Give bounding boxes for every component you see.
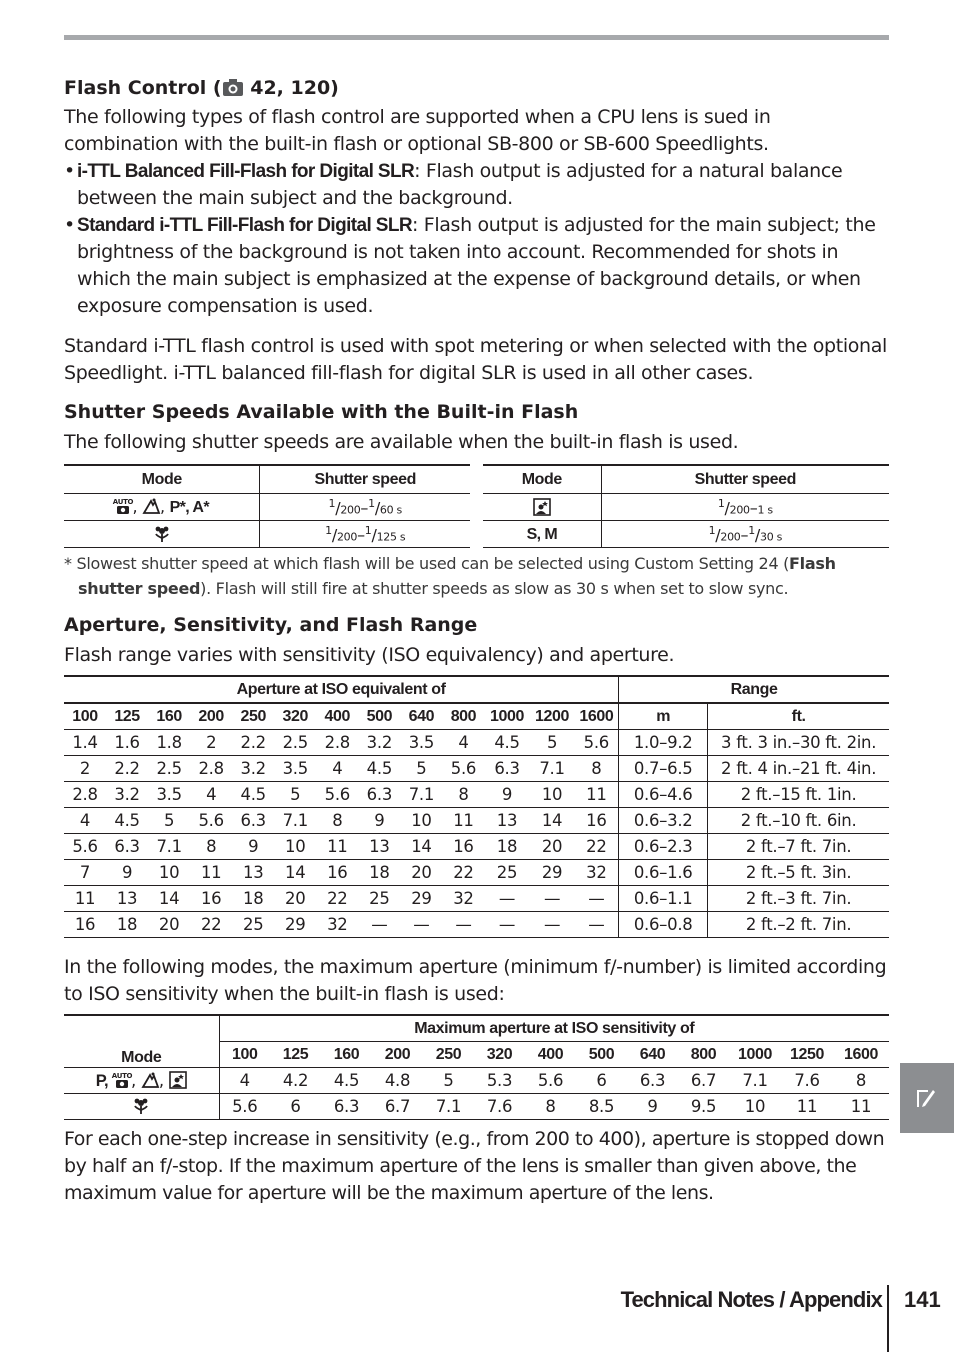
aperture-cell: 18	[484, 834, 529, 860]
top-rule	[64, 35, 889, 40]
speed-denom: 60 s	[379, 503, 402, 517]
iso-header: 500	[358, 703, 400, 730]
table-row	[64, 912, 889, 938]
iso-header: 320	[274, 703, 316, 730]
bullet-standard-term: Standard i-TTL Fill-Flash for Digital SLR	[77, 215, 412, 236]
speed-cell: $^1$/200–$^1$/60 s	[260, 494, 470, 521]
aperture-cell: 10	[729, 1094, 781, 1120]
aperture-cell: 4	[219, 1068, 270, 1094]
flash-range-table	[64, 675, 889, 938]
aperture-cell: —	[442, 912, 484, 938]
speed-denom: 1 s	[757, 503, 773, 517]
aperture-cell: 2.8	[64, 782, 106, 808]
aperture-cell: 2	[64, 756, 106, 782]
speed-denom: 200	[336, 530, 358, 544]
mode-cell	[64, 1094, 219, 1120]
aperture-cell: 4.2	[270, 1068, 321, 1094]
range-m-cell: 0.6–1.6	[619, 860, 708, 886]
range-m-cell: 0.6–4.6	[619, 782, 708, 808]
iso-header: 100	[64, 703, 106, 730]
aperture-cell: 6.3	[106, 834, 148, 860]
range-ft-cell: 2 ft.–7 ft. 7in.	[708, 834, 889, 860]
iso-header: 200	[372, 1042, 423, 1068]
speed-denom: 30 s	[760, 530, 783, 544]
aperture-cell: 16	[575, 808, 619, 834]
aperture-cell: 11	[316, 834, 358, 860]
aperture-cell: 7	[64, 860, 106, 886]
footnote-pre: * Slowest shutter speed at which flash will be used can be selected using Custom Setting 24 (	[64, 554, 790, 573]
aperture-cell: 3.2	[232, 756, 274, 782]
aperture-cell: 6.3	[484, 756, 529, 782]
table-row	[64, 860, 889, 886]
range-m-cell: 0.6–0.8	[619, 912, 708, 938]
night-portrait-icon	[169, 1071, 187, 1089]
iso-header: 250	[232, 703, 274, 730]
aperture-cell: —	[575, 886, 619, 912]
aperture-cell: 14	[530, 808, 575, 834]
aperture-cell: —	[530, 886, 575, 912]
aperture-cell: 9	[106, 860, 148, 886]
aperture-cell: 16	[442, 834, 484, 860]
table-row	[64, 782, 889, 808]
mode-cell: AUTO , , P*, A*	[64, 494, 260, 521]
aperture-cell: 7.1	[530, 756, 575, 782]
iso-header: 400	[316, 703, 358, 730]
iso-header: 125	[106, 703, 148, 730]
table-row	[483, 494, 889, 521]
aperture-cell: 13	[232, 860, 274, 886]
aperture-cell: 11	[833, 1094, 889, 1120]
aperture-cell: 4.5	[484, 730, 529, 756]
page-refs: 42, 120)	[250, 77, 339, 99]
aperture-cell: 13	[106, 886, 148, 912]
standard-note: Standard i-TTL flash control is used with spot metering or when selected with the optional Speedlight. i-TTL balanced fill-flash for digital SLR is used in all other cases.	[64, 335, 887, 384]
aperture-cell: 29	[274, 912, 316, 938]
aperture-cell: 8	[442, 782, 484, 808]
iso-header: 160	[321, 1042, 372, 1068]
aperture-cell: 20	[400, 860, 442, 886]
bullet-balanced-text: : Flash output is adjusted for a natural balance between the main subject and the background.	[77, 160, 843, 209]
aperture-cell: 22	[442, 860, 484, 886]
col-shutter-speed: Shutter speed	[601, 465, 889, 494]
table-row	[64, 521, 470, 548]
aperture-cell: 18	[106, 912, 148, 938]
iso-header: 100	[219, 1042, 270, 1068]
mode-cell: P, AUTO , ,	[64, 1068, 219, 1094]
aperture-cell: —	[358, 912, 400, 938]
aperture-cell: 11	[64, 886, 106, 912]
aperture-cell: 1.4	[64, 730, 106, 756]
iso-header: 1600	[575, 703, 619, 730]
aperture-cell: 4.5	[321, 1068, 372, 1094]
aperture-cell: 25	[484, 860, 529, 886]
page-number: 141	[904, 1287, 941, 1312]
range-ft-cell: 2 ft.–3 ft. 7in.	[708, 886, 889, 912]
aperture-cell: 8	[833, 1068, 889, 1094]
aperture-cell: 7.1	[423, 1094, 474, 1120]
iso-header: 800	[678, 1042, 729, 1068]
group-range: Range	[619, 676, 889, 703]
landscape-icon	[141, 1071, 159, 1089]
aperture-cell: 5	[400, 756, 442, 782]
aperture-cell: 29	[400, 886, 442, 912]
aperture-cell: 7.1	[400, 782, 442, 808]
aperture-cell: 6.7	[372, 1094, 423, 1120]
aperture-cell: 18	[232, 886, 274, 912]
footer-section-title: Technical Notes / Appendix	[620, 1287, 882, 1312]
aperture-cell: 10	[274, 834, 316, 860]
aperture-cell: 1.8	[148, 730, 190, 756]
aperture-cell: 5.6	[442, 756, 484, 782]
aperture-cell: —	[575, 912, 619, 938]
range-ft-cell: 2 ft. 4 in.–21 ft. 4in.	[708, 756, 889, 782]
aperture-cell: 16	[316, 860, 358, 886]
aperture-cell: 5.6	[64, 834, 106, 860]
aperture-cell: 4	[190, 782, 232, 808]
aperture-cell: 6.3	[232, 808, 274, 834]
aperture-cell: 6	[270, 1094, 321, 1120]
aperture-cell: 11	[575, 782, 619, 808]
range-ft-cell: 2 ft.–5 ft. 3in.	[708, 860, 889, 886]
table-row	[64, 1094, 889, 1120]
aperture-cell: 8	[575, 756, 619, 782]
aperture-cell: 2.8	[316, 730, 358, 756]
auto-icon	[114, 497, 132, 515]
aperture-cell: —	[484, 912, 529, 938]
flash-control-heading	[64, 76, 889, 100]
mode-suffix: P*, A*	[169, 499, 209, 516]
aperture-cell: 22	[575, 834, 619, 860]
aperture-cell: 20	[274, 886, 316, 912]
range-intro: Flash range varies with sensitivity (ISO equivalency) and aperture.	[64, 644, 675, 666]
aperture-cell: 5	[148, 808, 190, 834]
footer-divider	[887, 1285, 889, 1352]
range-m-cell: 0.6–3.2	[619, 808, 708, 834]
col-shutter-speed: Shutter speed	[260, 465, 470, 494]
iso-header: 1000	[729, 1042, 781, 1068]
iso-header: 200	[190, 703, 232, 730]
aperture-cell: 32	[575, 860, 619, 886]
aperture-cell: 6.3	[321, 1094, 372, 1120]
aperture-cell: 2.8	[190, 756, 232, 782]
aperture-cell: 9	[484, 782, 529, 808]
aperture-cell: 10	[530, 782, 575, 808]
aperture-cell: 13	[484, 808, 529, 834]
aperture-cell: 2.5	[148, 756, 190, 782]
aperture-cell: 5.6	[575, 730, 619, 756]
aperture-cell: 2.5	[274, 730, 316, 756]
speed-denom: 200	[720, 530, 741, 544]
range-m-cell: 0.7–6.5	[619, 756, 708, 782]
table-row	[64, 834, 889, 860]
aperture-cell: 8.5	[576, 1094, 627, 1120]
speed-denom: 125 s	[376, 530, 406, 544]
max-aperture-intro: In the following modes, the maximum aperture (minimum f/-number) is limited according to ISO sensitivity when the built-in flash is used:	[64, 956, 887, 1005]
svg-text:AUTO: AUTO	[111, 1071, 133, 1080]
aperture-cell: 16	[190, 886, 232, 912]
aperture-cell: 4	[64, 808, 106, 834]
landscape-icon	[142, 497, 160, 515]
bullet-standard	[64, 212, 889, 320]
group-max-aperture: Maximum aperture at ISO sensitivity of	[219, 1015, 889, 1042]
aperture-cell: 16	[64, 912, 106, 938]
table-row	[64, 1068, 889, 1094]
aperture-cell: 13	[358, 834, 400, 860]
col-mode: Mode	[64, 465, 260, 494]
aperture-cell: 29	[530, 860, 575, 886]
col-mode: Mode	[64, 1015, 219, 1068]
mode-cell	[483, 494, 601, 521]
aperture-cell: 3.2	[358, 730, 400, 756]
mode-cell	[483, 521, 601, 548]
range-ft-cell: 2 ft.–15 ft. 1in.	[708, 782, 889, 808]
table-row	[64, 886, 889, 912]
range-m-cell: 1.0–9.2	[619, 730, 708, 756]
range-ft-cell: 3 ft. 3 in.–30 ft. 2in.	[708, 730, 889, 756]
bullet-standard-text: : Flash output is adjusted for the main subject; the brightness of the background is not taken into account. Recommended for shots in which the main subject is emphasized at the expense of background details, or when exposure compensation is used.	[77, 214, 876, 317]
iso-header: 1600	[833, 1042, 889, 1068]
aperture-cell: 7.1	[148, 834, 190, 860]
aperture-cell: 22	[316, 886, 358, 912]
aperture-cell: 2	[190, 730, 232, 756]
aperture-cell: 7.1	[729, 1068, 781, 1094]
table-row	[64, 494, 470, 521]
page-content	[64, 76, 889, 1207]
group-iso: Aperture at ISO equivalent of	[64, 676, 619, 703]
aperture-cell: 9	[232, 834, 274, 860]
iso-header: 640	[627, 1042, 678, 1068]
footnote-post: ). Flash will still fire at shutter speeds as slow as 30 s when set to slow sync.	[200, 579, 789, 598]
aperture-cell: 7.6	[474, 1094, 525, 1120]
aperture-cell: 2.2	[106, 756, 148, 782]
shutter-heading: Shutter Speeds Available with the Built-in Flash	[64, 401, 579, 423]
auto-icon	[113, 1071, 131, 1089]
aperture-cell: 32	[442, 886, 484, 912]
shutter-footnote	[64, 551, 889, 601]
heading-text: Flash Control (	[64, 77, 222, 99]
aperture-cell: 4.5	[106, 808, 148, 834]
iso-header: 640	[400, 703, 442, 730]
iso-header: 320	[474, 1042, 525, 1068]
svg-text:AUTO: AUTO	[113, 498, 134, 506]
shutter-tables	[64, 464, 889, 548]
footnote-bold: Flash shutter speed	[78, 554, 836, 598]
section-tab	[900, 1063, 954, 1133]
iso-header: 160	[148, 703, 190, 730]
iso-header: 250	[423, 1042, 474, 1068]
iso-header: 1000	[484, 703, 529, 730]
aperture-cell: 6.3	[627, 1068, 678, 1094]
aperture-cell: 3.5	[274, 756, 316, 782]
aperture-cell: 4	[316, 756, 358, 782]
aperture-cell: 6.7	[678, 1068, 729, 1094]
aperture-cell: 8	[525, 1094, 576, 1120]
iso-header: 1250	[781, 1042, 833, 1068]
table-row	[483, 521, 889, 548]
aperture-cell: 5.6	[219, 1094, 270, 1120]
speed-denom: 200	[729, 503, 750, 517]
aperture-cell: 4	[442, 730, 484, 756]
iso-header: 400	[525, 1042, 576, 1068]
aperture-cell: 6.3	[358, 782, 400, 808]
aperture-cell: 14	[400, 834, 442, 860]
closeup-icon	[132, 1097, 150, 1115]
iso-header: 800	[442, 703, 484, 730]
aperture-cell: 9.5	[678, 1094, 729, 1120]
max-aperture-outro: For each one-step increase in sensitivity (e.g., from 200 to 400), aperture is stopped down by half an f/-stop. If the maximum aperture of the lens is smaller than given above, the maximum value for aperture will be the maximum aperture of the lens.	[64, 1128, 885, 1204]
flash-control-intro: The following types of flash control are supported when a CPU lens is sued in combination with the built-in flash or optional SB-800 or SB-600 Speedlights.	[64, 106, 771, 155]
aperture-cell: 11	[781, 1094, 833, 1120]
aperture-cell: —	[400, 912, 442, 938]
aperture-cell: 1.6	[106, 730, 148, 756]
col-mode: Mode	[483, 465, 601, 494]
mode-sm: S, M	[526, 526, 558, 543]
aperture-cell: 25	[232, 912, 274, 938]
pencil-icon	[915, 1087, 937, 1109]
aperture-cell: 9	[358, 808, 400, 834]
table-row	[64, 808, 889, 834]
camera-icon	[222, 79, 244, 97]
aperture-cell: —	[530, 912, 575, 938]
bullet-balanced-term: i-TTL Balanced Fill-Flash for Digital SLR	[77, 161, 415, 182]
aperture-cell: 5	[423, 1068, 474, 1094]
aperture-cell: 3.2	[106, 782, 148, 808]
aperture-cell: 10	[148, 860, 190, 886]
speed-denom: 200	[340, 503, 361, 517]
iso-header: 125	[270, 1042, 321, 1068]
max-aperture-table	[64, 1014, 889, 1120]
range-ft-cell: 2 ft.–2 ft. 7in.	[708, 912, 889, 938]
table-row	[64, 756, 889, 782]
bullet-balanced	[64, 158, 889, 212]
aperture-cell: 9	[627, 1094, 678, 1120]
aperture-cell: 4.5	[358, 756, 400, 782]
aperture-cell: 7.6	[781, 1068, 833, 1094]
iso-header: 500	[576, 1042, 627, 1068]
aperture-cell: 25	[358, 886, 400, 912]
range-ft-cell: 2 ft.–10 ft. 6in.	[708, 808, 889, 834]
aperture-cell: 18	[358, 860, 400, 886]
aperture-cell: 6	[576, 1068, 627, 1094]
aperture-cell: 5.6	[316, 782, 358, 808]
closeup-icon	[153, 525, 171, 543]
mode-cell	[64, 521, 260, 548]
aperture-cell: 7.1	[274, 808, 316, 834]
night-portrait-icon	[533, 498, 551, 516]
aperture-cell: 5	[530, 730, 575, 756]
aperture-cell: 8	[316, 808, 358, 834]
aperture-cell: 4.5	[232, 782, 274, 808]
aperture-cell: 8	[190, 834, 232, 860]
aperture-cell: 3.5	[400, 730, 442, 756]
speed-cell: $^1$/200–1 s	[601, 494, 889, 521]
range-heading: Aperture, Sensitivity, and Flash Range	[64, 614, 478, 636]
aperture-cell: 2.2	[232, 730, 274, 756]
table-row	[64, 730, 889, 756]
shutter-table-right	[483, 464, 889, 548]
mode-p: P,	[95, 1071, 109, 1090]
aperture-cell: 5.6	[525, 1068, 576, 1094]
shutter-table-left	[64, 464, 470, 548]
aperture-cell: 20	[530, 834, 575, 860]
speed-cell: $^1$/200–$^1$/125 s	[260, 521, 470, 548]
aperture-cell: —	[484, 886, 529, 912]
aperture-cell: 5.6	[190, 808, 232, 834]
aperture-cell: 3.5	[148, 782, 190, 808]
aperture-cell: 5	[274, 782, 316, 808]
col-ft: ft.	[708, 703, 889, 730]
aperture-cell: 32	[316, 912, 358, 938]
aperture-cell: 11	[442, 808, 484, 834]
aperture-cell: 20	[148, 912, 190, 938]
aperture-cell: 5.3	[474, 1068, 525, 1094]
range-m-cell: 0.6–2.3	[619, 834, 708, 860]
aperture-cell: 14	[148, 886, 190, 912]
col-m: m	[619, 703, 708, 730]
aperture-cell: 10	[400, 808, 442, 834]
aperture-cell: 4.8	[372, 1068, 423, 1094]
aperture-cell: 22	[190, 912, 232, 938]
shutter-intro: The following shutter speeds are available when the built-in flash is used.	[64, 431, 739, 453]
aperture-cell: 11	[190, 860, 232, 886]
aperture-cell: 14	[274, 860, 316, 886]
iso-header: 1200	[530, 703, 575, 730]
range-m-cell: 0.6–1.1	[619, 886, 708, 912]
speed-cell: $^1$/200–$^1$/30 s	[601, 521, 889, 548]
